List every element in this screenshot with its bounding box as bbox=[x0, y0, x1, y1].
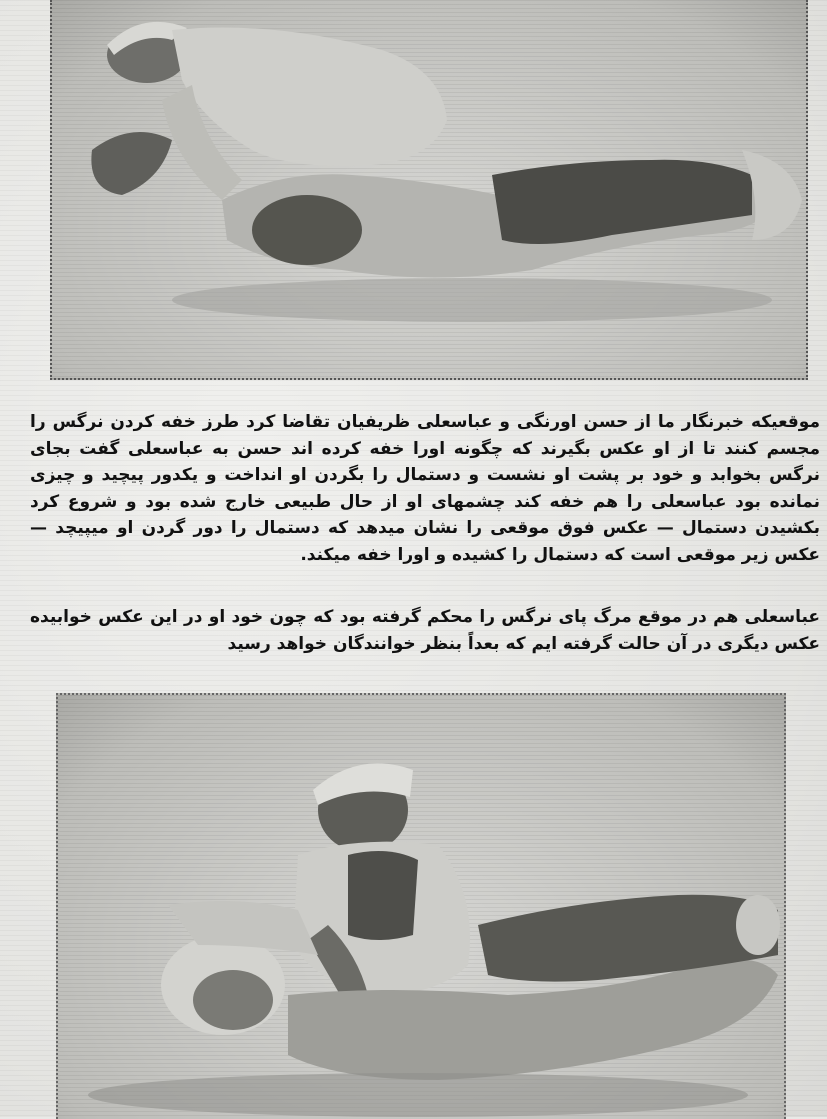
top-photo-illustration bbox=[52, 0, 806, 378]
bottom-photograph bbox=[56, 693, 786, 1119]
top-photograph bbox=[50, 0, 808, 380]
caption-main-text: موقعیکه خبرنگار ما از حسن اورنگی و عباسعلی ظریفیان تقاضا کرد طرز خفه کردن نرگس را مجسم کنند تا از او عکس بگیرند که چگونه اورا خفه کرده اند حسن به عباسعلی گفت بجای نرگس بخوابد و خود بر پشت او نشست و دستمال را بگردن او انداخت و یکدور پیچید و چیزی نمانده بود عباسعلی را هم خفه کند چشمهای او از حال طبیعی خارج شده بود و شروع کرد بکشیدن دستمال — عکس فوق موقعی را نشان میدهد که دستمال را دور گردن او میپیچد — عکس زیر موقعی است که دستمال را کشیده و اورا خفه میکند. bbox=[30, 412, 820, 565]
caption-second-text: عباسعلی هم در موقع مرگ پای نرگس را محکم گرفته بود که چون خود او در این عکس خوابیده عکس دیگری در آن حالت گرفته ایم که بعداً بنظر خوانندگان خواهد رسید bbox=[30, 607, 820, 654]
bottom-photo-illustration bbox=[58, 695, 784, 1119]
photo-caption-main bbox=[30, 409, 820, 599]
photo-caption-second bbox=[30, 604, 820, 660]
